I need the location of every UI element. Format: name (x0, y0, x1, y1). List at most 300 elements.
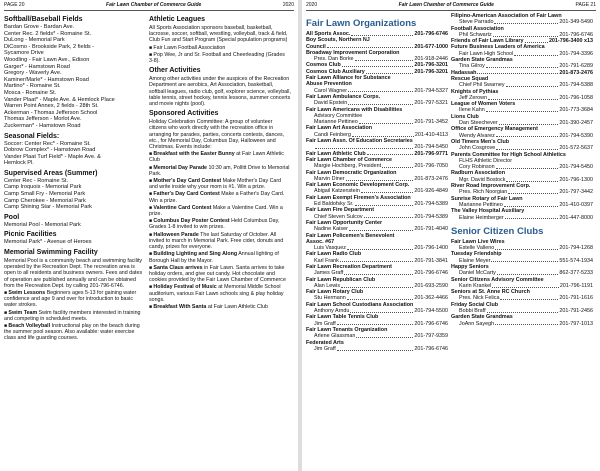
list-item: Sycamore Drive (4, 50, 44, 57)
bullet-text: Pop Wee, Jr and Sr. Football and Cheerleading (Grades 3-8). (149, 51, 285, 65)
bullet-text: The last Saturday of October. All invited to march in Memorial Park. Free cider, donuts and candy, prizes for everyone. (149, 231, 284, 251)
phone-number: 201-791-1616 (559, 295, 593, 302)
bullet-label: Father's Day Card Contest (153, 191, 220, 198)
contact-name: Chief Steven Sulcov (314, 213, 363, 220)
square-bullet-icon: ■ (149, 178, 154, 185)
square-bullet-icon: ■ (149, 218, 154, 225)
list-item: Camp Cherokee - Memorial Park (4, 197, 86, 204)
dot-leader (315, 144, 413, 149)
contact-name: Estelle Valleno (459, 245, 495, 252)
sponsored-bullets (149, 151, 291, 310)
phone-number: 201-797-1013 (559, 320, 593, 327)
contact-name: Cory Robinson (459, 164, 495, 171)
organization-name: Fair Lawn Democratic Organization (306, 169, 397, 176)
organization-name: Council (306, 43, 326, 50)
phone-number: 201-797-5321 (414, 100, 448, 107)
pool-heading: Pool (4, 213, 20, 221)
bullet-text: Make a Valentine Card. Win a prize. (149, 204, 283, 218)
right-column-2 (451, 13, 596, 352)
right-chamber-title: Fair Lawn Chamber of Commerce Guide (398, 2, 494, 8)
list-item: Thomas Jefferson - Morlot Ave. (4, 116, 82, 123)
dot-leader (505, 215, 559, 220)
dot-leader (506, 82, 559, 87)
contact-name: James Graff (314, 270, 344, 277)
pool-list (4, 222, 146, 229)
contact-name: Tina Gilroy (459, 63, 485, 70)
right-column-1 (306, 13, 451, 352)
bullet-item (149, 151, 291, 163)
dot-leader (348, 100, 413, 105)
organization-name: Fair Lawn Table Tennis Club (306, 314, 379, 321)
organization-name: Fair Lawn Opportunity Center (306, 219, 383, 226)
phone-number: 201-677-1000 (414, 43, 448, 50)
athletic-heading: Athletic Leagues (149, 16, 206, 23)
bullet-item (149, 165, 291, 177)
square-bullet-icon: ■ (149, 151, 154, 158)
phone-number: 201-794-5390 (559, 132, 593, 139)
list-item: Center Rec. 2 fields* - Romaine St. (4, 30, 92, 37)
bullet-text: Swim facility members interested in training and competing in scheduled meets. (4, 309, 141, 322)
phone-number: 201-873-2476 (414, 175, 448, 182)
dot-leader (500, 295, 558, 300)
organization-name: Office of Emergency Management (451, 126, 538, 133)
memorial-pool-text: Memorial Pool is a community beach and swimming facility operated by the Recreation Dept. The recreation area is open to all residents and business owners. Fees and dates of operation are published annually and can be obtained from the Recreation Dept. by calling 201-796-6746. (4, 258, 143, 289)
picnic-list (4, 239, 146, 246)
phone-number: 201-794-5389 (414, 213, 448, 220)
dot-leader (344, 270, 413, 275)
phone-number: 201-796-1400 (414, 245, 448, 252)
senior-clubs-list (451, 239, 593, 327)
bullet-label: Santa Claus arrives (153, 264, 203, 271)
square-bullet-icon: ■ (4, 309, 9, 316)
organization-name: Fair Lawn Fire Department (306, 207, 374, 214)
organization-name: Fair Lawn Chamber of Commerce (306, 156, 392, 163)
contact-name: David Epstein (314, 100, 348, 107)
left-page-number: PAGE 20 (4, 2, 25, 8)
phone-number: 201-794-5500 (414, 308, 448, 315)
contact-name: Karin Krankel (459, 282, 492, 289)
bullet-text: Instructional play on the beach during the summer pool season. Also available: water exercise class and life guarding courses. (4, 323, 140, 342)
list-item: Memorial Park* - Avenue of Heroes (4, 239, 92, 246)
dot-leader (349, 226, 414, 231)
dot-leader (487, 308, 559, 313)
playgrounds-heading: Supervised Areas (Summer) (4, 169, 98, 177)
dot-leader (492, 283, 558, 288)
organization-name: River Road Improvement Corp. (451, 183, 531, 190)
list-item: Hemlock Pl. (4, 160, 34, 167)
dot-leader (367, 151, 414, 156)
list-item: Memorial Pool - Memorial Park (4, 221, 81, 228)
phone-number: 862-377-5233 (559, 270, 593, 277)
dot-leader (364, 214, 414, 219)
phone-number: 201-794-5450 (559, 164, 593, 171)
contact-name: Abigail Katzenstein (314, 188, 360, 195)
dot-leader (342, 62, 414, 67)
organizations-list-1 (306, 31, 448, 352)
phone-number: 201-791-2456 (559, 308, 593, 315)
athletic-text: All Sports Association sponsors baseball, basketball, lacrosse, soccer, softball, wrestling, volleyball, track & field, Club Fun and Start Program (Special population programs) (149, 25, 288, 44)
dot-leader (350, 308, 413, 313)
seasonal-heading: Seasonal Fields: (4, 132, 60, 140)
organization-name: Fair Lawn Economic Development Corp. (306, 182, 410, 189)
phone-number: 201-410-0397 (559, 201, 593, 208)
contact-name: Steve Parrado (459, 19, 494, 26)
organization-name: Boy Scouts, Northern NJ (306, 37, 370, 44)
bullet-item (149, 218, 291, 230)
dot-leader (514, 51, 558, 56)
organization-name: Happy Seniors (451, 263, 489, 270)
contact-name: Advisory Committee (314, 112, 363, 119)
dot-leader (346, 176, 414, 181)
contact-name: Stu Hermann (314, 295, 346, 302)
contact-name: Fair Lawn High School (459, 50, 514, 57)
list-item: Camp Iroquois - Memorial Park (4, 184, 82, 191)
organization-name: Football Association (451, 25, 504, 32)
square-bullet-icon: ■ (149, 204, 154, 211)
phone-number: 201-791-4040 (414, 226, 448, 233)
bullet-item (149, 304, 291, 310)
organizations-list-2 (451, 13, 593, 221)
phone-number: 201-796-9771 (414, 150, 448, 157)
contact-name: Marianne Pettineo (459, 201, 503, 208)
organization-name: Cosmos Club (306, 62, 341, 69)
organization-name: The Valley Hospital Auxiliary (451, 208, 525, 215)
bullet-label: Building Lighting and Sing Along (153, 251, 238, 258)
square-bullet-icon: ■ (149, 251, 154, 258)
organization-name: Fair Lawn Exempt Firemen's Association (306, 194, 411, 201)
contact-name: Margie Hochberg, President (314, 163, 382, 170)
dot-leader (327, 44, 414, 49)
dot-leader (356, 333, 413, 338)
picnic-heading: Picnic Facilities (4, 231, 57, 239)
phone-number: 201-791-3452 (414, 119, 448, 126)
organization-name: Lions Club (451, 113, 479, 120)
dot-leader (496, 145, 558, 150)
sponsored-text: Holiday Celebration Committee: A group of volunteer citizens who work directly with the recreation office in arranging for parades, parties, concerts contests, dances, etc., for Memorial Day, Columbus Day, Halloween and Christmas. Events include: (149, 119, 285, 151)
right-page-header (306, 0, 596, 11)
dot-leader (382, 163, 413, 168)
phone-number: 201-791-3841 (414, 257, 448, 264)
bullet-label: Breakfast With Santa (153, 303, 207, 310)
dot-leader (347, 295, 414, 300)
list-item: Gregory - Waverly Ave. (4, 70, 62, 77)
phone-number: 201-791-6289 (559, 63, 593, 70)
organization-name: Fair Lawn Republican Club (306, 276, 376, 283)
phone-number: 201-796-6746 (414, 345, 448, 352)
list-item: Vander Plaat Turf Field* - Maple Ave. & (4, 153, 101, 160)
organization-name: Assoc. #67 (306, 238, 335, 245)
right-page-number: PAGE 21 (575, 2, 596, 8)
contact-entry (451, 321, 593, 327)
list-item: Warren Point Annex, 2 fields - 28th St. (4, 103, 99, 110)
organization-name: Federated Arts (306, 339, 344, 346)
phone-number: 201-349-5490 (559, 19, 593, 26)
phone-number: 201-794-5450 (414, 144, 448, 151)
organization-name: Fair Lawn Radio Club (306, 251, 362, 258)
contact-name: Luis Vasquez (314, 245, 346, 252)
organization-name: Cosmos Club Auxiliary (306, 68, 365, 75)
organization-name: Knights of Pythias (451, 88, 499, 95)
other-activities-text: Among other activities under the auspices of the Recreation Department are aerobics, Art Association, basketball, softball leagues, radio club, golf, explorer science, volleyball, table tennis, street hockey, tennis lessons, summer concerts and movie nights (pool). (149, 76, 291, 108)
phone-number: 201-410-4113 (414, 131, 448, 138)
organization-name: Fair Lawn Assn. Of Education Secretaries (306, 138, 413, 145)
bullet-text: at Memorial Middle School auditorium, various Fair Lawn schools sing & play holiday songs. (149, 284, 284, 303)
organization-name: League of Women Voters (451, 101, 516, 108)
contact-name: John Cosgrove (459, 145, 496, 152)
dot-leader (496, 133, 559, 138)
dot-leader (351, 31, 413, 36)
bullet-item (4, 310, 146, 322)
organization-name: Rescue Squad (451, 75, 489, 82)
list-item: Soccer: Center Rec* - Romaine St. (4, 140, 91, 147)
contact-name: Daniel McCarty (459, 270, 496, 277)
list-item: Camp Shining Star - Memorial Park (4, 204, 92, 211)
phone-number: 201-926-4849 (414, 188, 448, 195)
list-item: DuLong - Memorial Park (4, 37, 65, 44)
square-bullet-icon: ■ (149, 264, 154, 271)
phone-number: 201-796-6746 (414, 31, 448, 37)
phone-number: 201-796-6746 (559, 31, 593, 38)
square-bullet-icon: ■ (149, 51, 154, 58)
bullet-item (149, 45, 291, 51)
phone-number: 201-796-3201 (414, 68, 448, 75)
list-item: Center Rec - Romaine St. (4, 177, 69, 184)
contact-name: Jeff Zerown (459, 94, 488, 101)
contact-name: Pres. Nick Felica (459, 295, 500, 302)
organization-name: Parents Committee for High School Athletics (451, 151, 566, 158)
dot-leader (504, 202, 559, 207)
bullet-item (149, 251, 291, 263)
playgrounds-list (4, 178, 146, 211)
left-page-header (4, 0, 294, 11)
dot-leader (486, 107, 559, 112)
contact-name: Anthony Arndu (314, 308, 350, 315)
phone-number: 201-794-3396 (559, 50, 593, 57)
bullet-label: Swim Team (8, 309, 38, 316)
phone-number: 201-796-1058 (559, 94, 593, 101)
contact-name: Alan Lewis (314, 282, 341, 289)
phone-number: 201-918-2446 (414, 56, 448, 63)
bullet-label: Mother's Day Card Contest (153, 178, 222, 185)
left-page (0, 0, 298, 471)
left-chamber-title: Fair Lawn Chamber of Commerce Guide (106, 2, 202, 8)
organization-name: Garden State Grandmas (451, 57, 513, 64)
phone-number: 201-572-5637 (559, 145, 593, 152)
sponsored-heading: Sponsored Activities (149, 110, 219, 118)
list-item: Bardan Grove - Bardan Ave. (4, 24, 75, 30)
dot-leader (497, 270, 559, 275)
seasonal-list (4, 141, 146, 167)
contact-name: Elaine Meyer (459, 257, 491, 264)
organization-name: Abuse Prevention (306, 81, 352, 88)
bullet-label: Beach Volleyball (8, 323, 51, 330)
bullet-text: Make a Father's Day Card. Win a prize. (149, 191, 285, 204)
memorial-pool-bullets (4, 290, 146, 342)
bullet-text: in Fair Lawn. Santa arrives to take holiday orders, and give out candy. Hot chocolate and cookies provided by the Fair Lawn Chamber of Commerce (149, 264, 286, 284)
dot-leader (508, 189, 558, 194)
dot-leader (496, 164, 559, 169)
phone-number: 201-797-9359 (414, 333, 448, 340)
list-item: Dobrow Complex* - Hamstown Road (4, 147, 96, 154)
left-year: 2020 (282, 2, 294, 8)
phone-number: 201-794-5327 (414, 87, 448, 94)
dot-leader (506, 177, 558, 182)
square-bullet-icon: ■ (149, 284, 154, 291)
dot-leader (525, 38, 548, 43)
organization-name: Fair Lawn School Custodians Association (306, 301, 414, 308)
list-item: DiCosmo - Brookside Park, 2 fields - (4, 43, 95, 50)
bullet-text: 10:30 am, Pollitt Drive to Memorial Park. (149, 164, 290, 177)
bullet-item (149, 191, 291, 203)
dot-leader (495, 321, 558, 326)
contact-name: Jim Graff (314, 320, 336, 327)
organization-name: Senior Citizens Advisory Committee (451, 276, 544, 283)
bullet-item (149, 205, 291, 217)
right-page (302, 0, 600, 471)
bullet-item (149, 52, 291, 64)
contact-name: Mgr. David Bostock (459, 176, 506, 183)
phone-number: 201-796-7050 (414, 163, 448, 170)
organization-name: Fair Lawn Athletic Club (306, 150, 366, 157)
contact-name: Ilene Kahn (459, 107, 485, 114)
contact-name: Arlene Glassman (314, 333, 356, 340)
bullet-label: Halloween Parade (153, 231, 199, 238)
phone-number: 201-362-4466 (414, 295, 448, 302)
contact-entry (306, 346, 448, 352)
contact-name: JoAnn Sayegh (459, 320, 495, 327)
bullet-item (149, 178, 291, 190)
phone-number: 201-794-5388 (559, 82, 593, 89)
list-item: Zuckerman* - Hamstown Road (4, 122, 81, 129)
square-bullet-icon: ■ (149, 191, 154, 198)
right-year: 2020 (306, 2, 318, 8)
softball-list (4, 24, 146, 130)
contact-entry (451, 215, 593, 221)
dot-leader (366, 69, 414, 74)
dot-leader (495, 245, 558, 250)
square-bullet-icon: ■ (149, 231, 154, 238)
contact-name: Jim Graff (314, 345, 336, 352)
phone-number: 201-796-6746 (414, 270, 448, 277)
dot-leader (491, 258, 558, 263)
bullet-item (149, 232, 291, 251)
dot-leader (337, 346, 414, 351)
phone-number: 201-796-3201 (414, 62, 448, 69)
organization-name: Fair Lawn Alliance for Substance (306, 75, 391, 82)
organization-name: Seniors at St. Anne RC Church (451, 289, 530, 296)
organization-name: Fair Lawn Recreation Department (306, 263, 392, 270)
list-item: Ackerman - Thomas Jefferson School (4, 109, 98, 116)
dot-leader (499, 120, 559, 125)
phone-number: 201-796-3400 x13 (548, 38, 593, 45)
left-column-2 (149, 13, 294, 342)
organization-name: Garden State Grandmas (451, 314, 513, 321)
contact-name: Marianne Pettineo (314, 119, 358, 126)
bullet-label: Breakfast with the Easter Bunny (153, 151, 235, 158)
dot-leader (337, 321, 414, 326)
list-item: Martino* - Romaine St. (4, 83, 61, 90)
dot-leader (361, 188, 414, 193)
senior-clubs-heading: Senior Citizen Clubs (451, 225, 544, 237)
dot-leader (486, 63, 559, 68)
phone-number: 201-797-3442 (559, 189, 593, 196)
contact-name: Pres. Rich Noorgian (459, 189, 508, 196)
contact-name: Phil Schwartz (459, 31, 492, 38)
organization-name: All Sports Assoc. (306, 31, 351, 37)
phone-number: 551-574-1934 (559, 257, 593, 264)
organization-name: Tuesday Friendship (451, 251, 502, 258)
bullet-item (149, 284, 291, 303)
bullet-item (4, 290, 146, 309)
phone-number: 201-873-2476 (559, 69, 593, 76)
phone-number: 201-794-1268 (559, 245, 593, 252)
bullet-text: Fair Lawn Football Association (153, 44, 226, 51)
list-item: Vander Plaat* - Maple Ave. & Hemlock Place (4, 96, 115, 103)
contact-name: Bobbi Braff (459, 308, 486, 315)
dot-leader (340, 258, 414, 263)
list-item: Woodling - Fair Lawn Ave., Edison (4, 56, 90, 63)
list-item: Kaminer/Marle* - Hamstown Road (4, 76, 89, 83)
list-item: Camp Small Fry - Memorial Park (4, 191, 86, 198)
other-activities-heading: Other Activities (149, 67, 201, 75)
contact-name: Chief Phil Swarney (459, 82, 505, 89)
phone-number: 201-773-3684 (559, 107, 593, 114)
list-item: Mosca - Romaine St. (4, 89, 57, 96)
phone-number: 201-447-8000 (559, 214, 593, 221)
softball-heading: Softball/Baseball Fields (4, 16, 83, 23)
square-bullet-icon: ■ (149, 44, 154, 51)
organization-name: Fair Lawn Rotary Club (306, 289, 364, 296)
organization-name: Fair Lawn Art Association (306, 125, 373, 132)
athletic-bullets (149, 45, 291, 65)
organization-name: Filipino-American Association of Fair Lawn (451, 13, 562, 19)
phone-number: 201-693-2590 (414, 282, 448, 289)
organization-name: Friends of Fair Lawn Library (451, 38, 524, 45)
contact-name: Nadine Kaiser (314, 226, 348, 233)
phone-number: 201-390-2457 (559, 120, 593, 127)
contact-name: Carol Wagner (314, 87, 348, 94)
bullet-text: at Fair Lawn Athletic Club (206, 303, 268, 310)
dot-leader (347, 245, 413, 250)
bullet-text: Beginners ages 5-13 for gaining water confidence and age 9 and over for introduction to basic water strokes. (4, 290, 137, 309)
contact-name: Karl Frank (314, 257, 339, 264)
contact-name: Candi Feinberg (314, 131, 351, 138)
organization-name: Broadway Improvement Corporation (306, 49, 400, 56)
dot-leader (355, 201, 414, 206)
phone-number: 201-796-1191 (559, 282, 593, 289)
bullet-label: Valentine Card Contest (153, 204, 212, 211)
square-bullet-icon: ■ (4, 290, 9, 297)
bullet-label: Swim Lessons (8, 290, 46, 297)
bullet-item (149, 265, 291, 284)
square-bullet-icon: ■ (4, 323, 9, 330)
bullet-label: Holiday Festival of Music (153, 284, 217, 291)
organization-name: Fair Lawn Policemen's Benevolent (306, 232, 395, 239)
bullet-item (4, 323, 146, 342)
contact-name: Elaine Heimberger (459, 214, 504, 221)
organization-name: Fair Lawn Ambulance Corps. (306, 93, 381, 100)
dot-leader (488, 95, 558, 100)
dot-leader (359, 119, 414, 124)
contact-name: Ed Baldofsky Sr. (314, 201, 354, 208)
square-bullet-icon: ■ (149, 164, 154, 171)
organization-name: Fair Lawn Americans with Disabilities (306, 106, 403, 113)
dot-leader (348, 88, 413, 93)
list-item: Garger* - Hamstown Road (4, 63, 70, 70)
bullet-label: Columbus Day Poster Contest (153, 218, 230, 225)
bullet-text: Make Mother's Day Card and write inside why your mom is #1. Win a prize. (149, 178, 282, 191)
contact-name: Marvin Diner (314, 175, 345, 182)
